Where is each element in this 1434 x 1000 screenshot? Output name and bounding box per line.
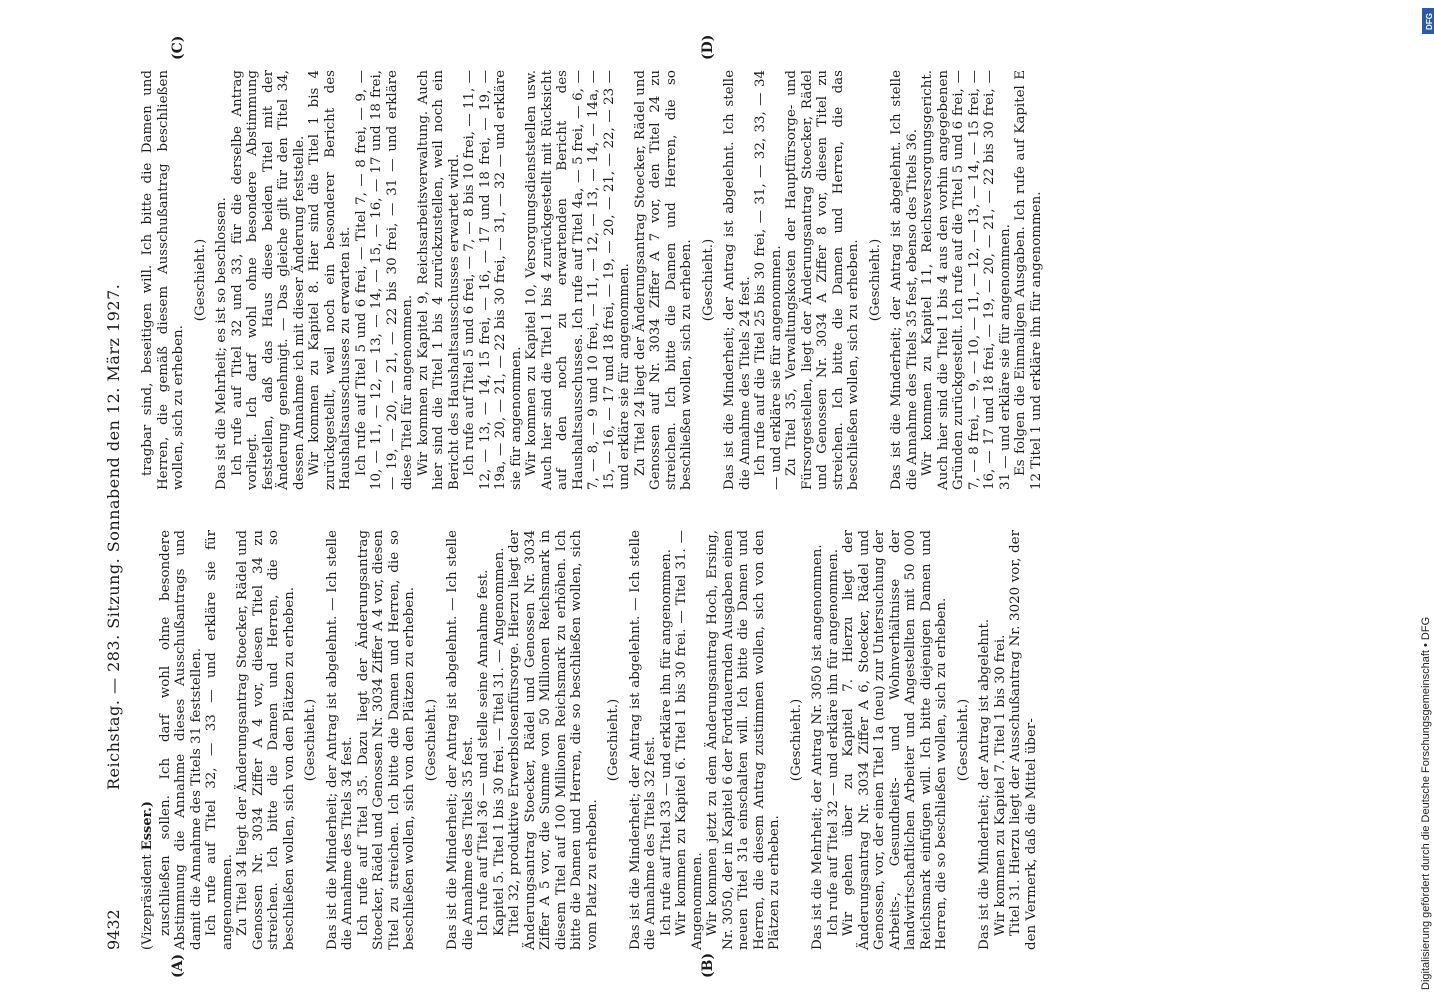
paragraph: Wir kommen zu Kapitel 9, Reichsarbeitsverwaltung. Auch hier sind die Titel 1 bis 4 zurückzustellen, weil noch ein Bericht des Haushaltsausschusses erwartet wird. — [415, 70, 462, 490]
paragraph: Ich rufe auf Titel 33 — und erkläre ihn für angenommen. — [658, 548, 674, 936]
left-column — [140, 530, 1039, 950]
paragraph: Ich rufe auf die Titel 25 bis 30 frei, — 31, — 32, 33, — 34 — und erkläre sie für angenommen. — [753, 70, 784, 490]
paragraph: Titel 31. Hierzu liegt der Ausschußantrag Nr. 3020 vor, der den Vermerk, daß die Mittel über- — [1008, 530, 1039, 950]
procedure-note: (Geschieht.) — [867, 238, 883, 322]
paragraph: Wir gehen über zu Kapitel 7. Hierzu liegt der Änderungsantrag Nr. 3034 Ziffer A 6, Stoecker, Rädel und Genossen, vor, der einen Titel 1a (neu) zur Untersuchung der Arbeits-, Gesundheits- und Wohnverhältnisse der landwirtschaftlichen Arbeiter und Angestellten mit 50 000 Reichsmark einfügen will. Ich bitte diejenigen Damen und Herren, die so beschließen wollen, sich zu erheben. — [841, 530, 949, 950]
right-paragraphs — [140, 70, 1044, 490]
paragraph: Es folgen die Einmaligen Ausgaben. Ich rufe auf Kapitel E 12 Titel 1 und erkläre ihn für angenommen. — [1013, 70, 1044, 490]
dfg-logo: DFG — [1422, 8, 1434, 34]
procedure-note: (Geschieht.) — [955, 698, 971, 782]
document-page — [100, 34, 1350, 978]
paragraph: Wir kommen zu Kapitel 11, Reichsversorgungsgericht. Auch hier sind die Titel 1 bis 4 aus den vorhin angegebenen Gründen zurückgestellt. Ich rufe auf die Titel 5 und 6 frei, — 7, — 8 frei, — 9, — 10, — 11, — 12, — 13, — 14, — 15 frei, — 16, — 17 und 18 frei, — 19, — 20, — 21, — 22 bis 30 frei, — 31 — und erkläre sie für angenommen. — [920, 70, 1013, 490]
procedure-note: (Geschieht.) — [700, 238, 716, 322]
paragraph: Das ist die Minderheit; der Antrag ist abgelehnt. — Ich stelle die Annahme des Titels 35 fest. — [445, 530, 476, 950]
paragraph: Wir kommen zu Kapitel 6. Titel 1 bis 30 frei. — Titel 31. — Angenommen. — [674, 530, 705, 950]
paragraph: Ich rufe auf Titel 5 und 6 frei, — Titel 7, — 8 frei, — 9, — 10, — 11, — 12, — 13, — 14, — 15, — 16, — 17 und 18 frei, — 19, — 20, — 21, — 22 bis 30 frei, — 31 — und erkläre diese Titel für angenommen. — [353, 70, 415, 490]
margin-mark-d: (D) — [700, 34, 716, 60]
running-head: Reichstag. — 283. Sitzung. Sonnabend den 12. März 1927. — [104, 283, 123, 790]
procedure-note: (Geschieht.) — [788, 698, 804, 782]
speaker-tag: (Vizepräsident Esser.) — [140, 801, 155, 950]
margin-mark-a: (A) — [170, 953, 186, 978]
paragraph: Wir kommen jetzt zu dem Änderungsantrag Hoch, Ersing, Nr. 3050, der in Kapitel 6 der Fortdauernden Ausgaben einen neuen Titel 31a einschalten will. Ich bitte die Damen und Herren, die diesem Antrag zustimmen wollen, sich von den Plätzen zu erheben. — [705, 530, 782, 950]
paragraph: Das ist die Minderheit; der Antrag ist abgelehnt. — Ich stelle die Annahme des Titels 34 fest. — [324, 530, 355, 950]
margin-mark-c: (C) — [170, 35, 186, 60]
paragraph: Ich rufe auf Titel 35. Dazu liegt der Änderungsantrag Stoecker, Rädel und Genossen Nr. 3034 Ziffer A 4 vor, diesen Titel zu streichen. Ich bitte die Damen und Herren, die so beschließen wollen, sich von den Plätzen zu erheben. — [355, 530, 417, 950]
paragraph: tragbar sind, beseitigen will. Ich bitte die Damen und Herren, die gemäß diesem Ausschußantrag beschließen wollen, sich zu erheben. — [140, 70, 186, 490]
margin-mark-b: (B) — [700, 952, 716, 978]
paragraph: Titel 32, produktive Erwerbslosenfürsorge. Hierzu liegt der Änderungsantrag Stoecker, Rädel und Genossen Nr. 3034 Ziffer A 5 vor, die Summe von 50 Millionen Reichsmark in diesem Titel auf 100 Millionen Reichsmark zu erhöhen. Ich bitte die Damen und Herren, die so beschließen wollen, sich vom Platz zu erheben. — [507, 530, 600, 950]
paragraph: Das ist die Mehrheit; der Antrag Nr. 3050 ist angenommen. — [810, 544, 825, 950]
procedure-note: (Geschieht.) — [606, 698, 621, 782]
page-header — [100, 70, 130, 950]
procedure-note: (Geschieht.) — [423, 698, 439, 782]
page-number: 9432 — [104, 909, 123, 950]
paragraph: Zu Titel 24 liegt der Änderungsantrag Stoecker, Rädel und Genossen auf Nr. 3034 Ziffer A 7 vor, den Titel 24 zu streichen. Ich bitte die Damen und Herren, die so beschließen wollen, sich zu erheben. — [632, 70, 694, 490]
paragraph: Das ist die Mehrheit; es ist so beschlossen. — [214, 197, 229, 490]
paragraph: Das ist die Minderheit; der Antrag ist abgelehnt. Ich stelle die Annahme des Titels 35 fest, ebenso des Titels 36. — [889, 70, 920, 490]
paragraph: Wir kommen zu Kapitel 8. Hier sind die Titel 1 bis 4 zurückgestellt, weil noch ein besonderer Bericht des Haushaltsausschusses zu erwarten ist. — [307, 70, 353, 490]
left-paragraphs — [158, 530, 1040, 950]
paragraph: Kapitel 5. Titel 1 bis 30 frei. — Titel 31. — Angenommen. — [491, 547, 507, 936]
paragraph: Das ist die Minderheit; der Antrag ist abgelehnt. Ich stelle die Annahme des Titels 24 fest. — [722, 70, 753, 490]
paragraph: Ich rufe auf Titel 36 — und stelle seine Annahme fest. — [476, 569, 491, 936]
paragraph: Ich rufe auf Titel 32 — und erkläre ihn für angenommen. — [825, 548, 841, 936]
paragraph: zuschließen sollen. Ich darf wohl ohne besondere Abstimmung die Annahme dieses Ausschußantrags und damit die Annahme des Titels 31 feststellen. — [157, 530, 204, 950]
paragraph: Wir kommen zu Kapitel 7. Titel 1 bis 30 frei. — [992, 634, 1008, 936]
paragraph: Ich rufe auf Titel 32, — 33 — und erkläre sie für angenommen. — [204, 530, 235, 950]
paragraph: Wir kommen zu Kapitel 10, Versorgungsdienststellen usw. Auch hier sind die Titel 1 bis 4 zurückgestellt mit Rücksicht auf den noch zu erwartenden Bericht des Haushaltsausschusses. Ich rufe auf Titel 4a, — 5 frei, — 6, — 7, — 8, — 9 und 10 frei, — 11, — 12, — 13, — 14, — 14a, — 15, — 16, — 17 und 18 frei, — 19, — 20, — 21, — 22, — 23 — und erkläre sie für angenommen. — [524, 70, 632, 490]
paragraph: Ich rufe auf Titel 32 und 33, für die derselbe Antrag vorliegt. Ich darf wohl ohne besondere Abstimmung feststellen, daß das Haus diese beiden Titel mit der Änderung genehmigt. — Das gleiche gilt für den Titel 34, dessen Annahme ich mit dieser Änderung feststelle. — [229, 70, 307, 490]
procedure-note: (Geschieht.) — [303, 698, 318, 782]
procedure-note: (Geschieht.) — [192, 238, 208, 322]
paragraph: Zu Titel 35, Verwaltungskosten der Hauptfürsorge- und Fürsorgestellen, liegt der Änderungsantrag Stoecker, Rädel und Genossen Nr. 3034 A Ziffer 8 vor, diesen Titel zu streichen. Ich bitte die Damen und Herren, die das beschließen wollen, sich zu erheben. — [784, 70, 861, 490]
paragraph: Das ist die Minderheit; der Antrag ist abgelehnt. — [977, 618, 992, 950]
right-column — [140, 70, 1044, 490]
paragraph: Das ist die Minderheit; der Antrag ist abgelehnt. — Ich stelle die Annahme des Titels 32 fest. — [627, 530, 658, 950]
digitization-credit: Digitalisierung gefördert durch die Deutsche Forschungsgemeinschaft • DFG — [1420, 616, 1432, 990]
paragraph: Zu Titel 34 liegt der Änderungsantrag Stoecker, Rädel und Genossen Nr. 3034 Ziffer A 4 vor, diesen Titel 34 zu streichen. Ich bitte die Damen und Herren, die so beschließen wollen, sich von den Plätzen zu erheben. — [235, 530, 297, 950]
paragraph: Ich rufe auf Titel 5 und 6 frei, — 7, — 8 bis 10 frei, — 11, — 12, — 13, — 14, 15 frei, — 16, — 17 und 18 frei, — 19, — 19a, — 20, — 21, — 22 bis 30 frei, — 31, — 32 — und erkläre sie für angenommen. — [462, 70, 524, 490]
